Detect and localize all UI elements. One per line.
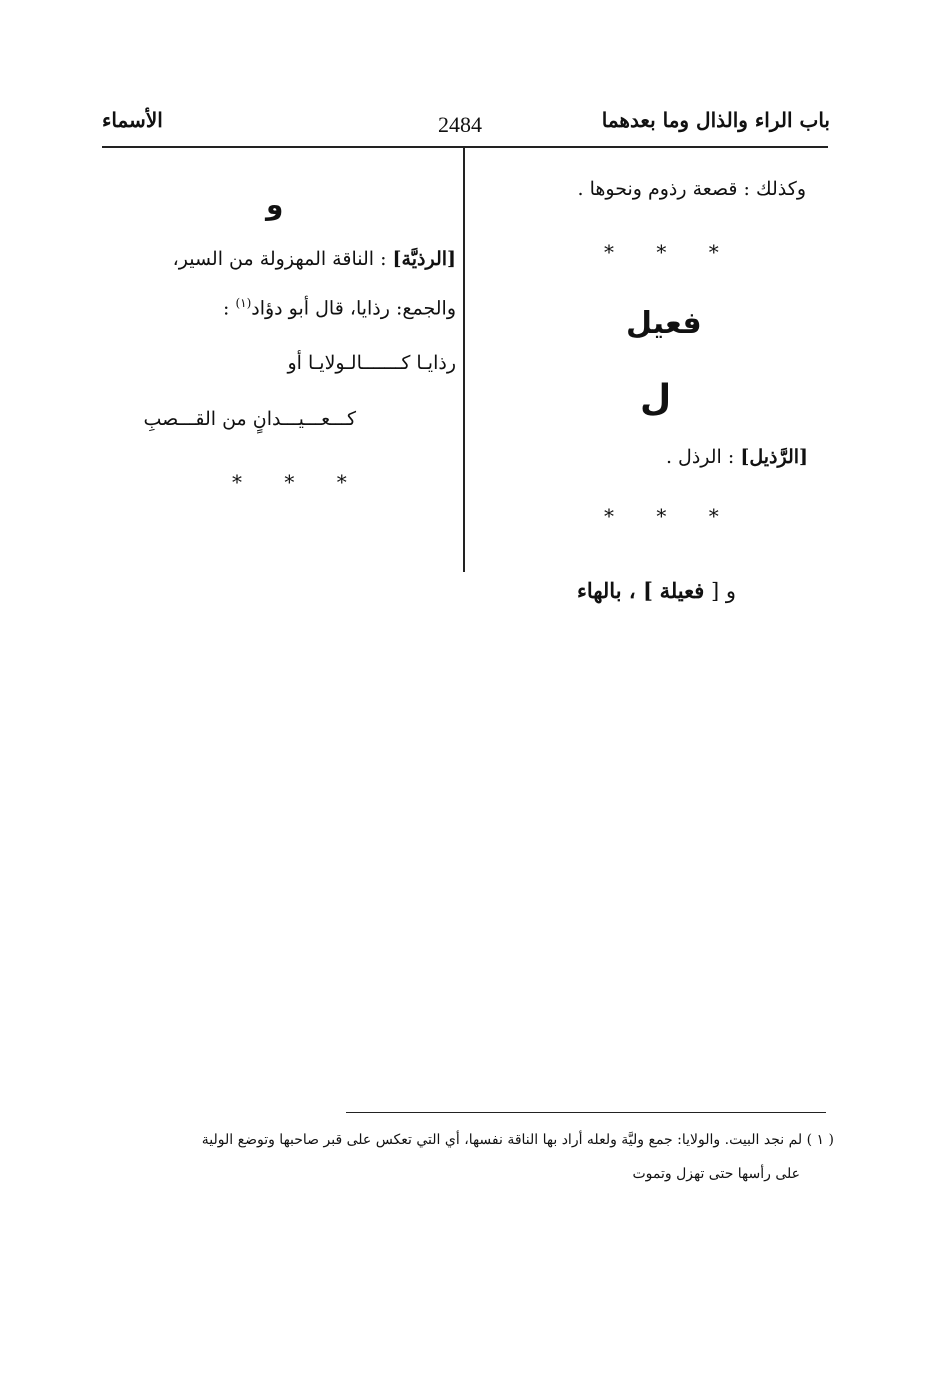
left-col-line-2 [223,296,456,319]
footnote-line-1: ( ١ ) لم نجد البيت. والولايا: جمع وليَّة ولعله أراد بها الناقة نفسها، أي التي تعكس على قبر صاحبها وتوضع الولية [201,1132,834,1148]
right-col-letter: ل [640,378,672,419]
footnote-reference: (١) [235,296,252,310]
right-col-entry [666,446,808,468]
running-header-section: الأسماء [102,108,163,132]
right-col-subheading-prefix: و [ [710,579,736,603]
running-header-chapter: باب الراء والذال وما بعدهما [601,108,830,132]
right-col-heading: فعيل [626,306,702,341]
column-divider [463,148,465,572]
page-number: 2484 [438,112,482,137]
footnote-rule [346,1112,826,1113]
header-rule [102,146,828,148]
right-col-subheading-term: فعيلة [659,578,705,603]
left-col-line-2-colon: : [222,297,230,320]
footnote-line-2: على رأسها حتى تهزل وتموت [632,1166,800,1182]
right-col-subheading-suffix: ] ، بالهاء [576,578,653,603]
poem-verse-2: كـــعـــيـــدانٍ من القـــصبِ [143,408,356,430]
right-col-entry-definition: : الرذل . [665,446,735,468]
poem-verse-1: رذايـا كـــــــالـولايـا أو [287,352,456,374]
left-col-stars: * * * [232,470,365,494]
left-col-entry-definition: : الناقة المهزولة من السير، [172,248,387,270]
right-col-line-1: وكذلك : قصعة رذوم ونحوها . [577,178,806,200]
left-col-entry-term: [الرذيَّة] [392,248,456,270]
left-col-line-2-text: والجمع: رذايا، قال أبو دؤاد [251,297,456,320]
left-col-entry [173,248,456,270]
right-col-stars-2: * * * [604,504,737,528]
right-col-stars-1: * * * [604,240,737,264]
right-col-entry-term: [الرَّذيل] [740,446,808,468]
left-col-letter: و [266,188,284,221]
right-col-subheading [577,578,736,603]
